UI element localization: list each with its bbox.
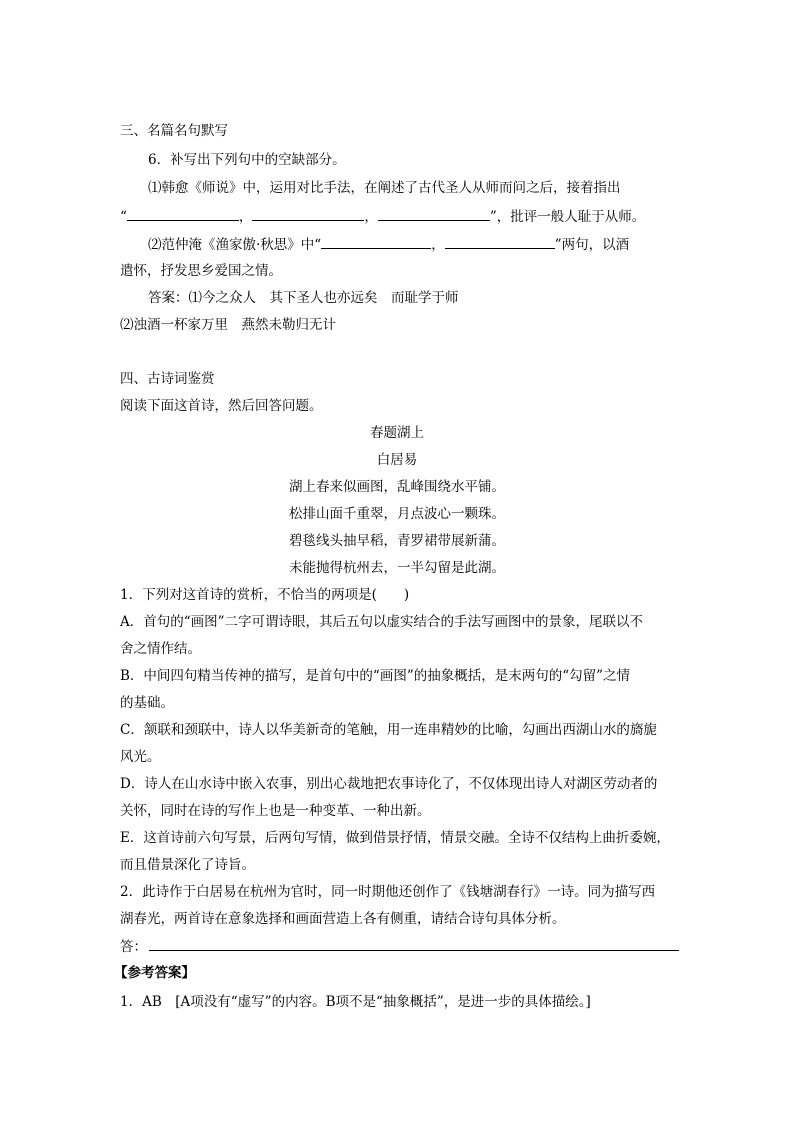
question-6-2-head: ⑵范仲淹《渔家傲·秋思》中“ — [148, 237, 322, 253]
option-c-line-2: 风光。 — [120, 749, 161, 765]
section-4-title: 四、古诗词鉴赏 — [120, 371, 215, 387]
fill-blank-4[interactable] — [321, 234, 431, 249]
reference-answer-1: 1．AB [A项没有“虚写”的内容。B项不是“抽象概括”，是进一步的具体描绘。] — [120, 994, 591, 1010]
section-3-title: 三、名篇名句默写 — [120, 123, 228, 139]
open-quote: “ — [120, 209, 127, 225]
question-6-2-continued: 遣怀，抒发思乡爱国之情。 — [120, 263, 282, 279]
option-b-line-2: 的基础。 — [120, 695, 174, 711]
question-6-1-text: ⑴韩愈《师说》中，运用对比手法，在阐述了古代圣人从师而问之后，接着指出 — [148, 180, 621, 196]
fill-blank-1[interactable] — [127, 206, 239, 221]
fill-blank-2[interactable] — [252, 206, 364, 221]
poem-line: 碧毯线头抽早稻，青罗裙带展新蒲。 — [289, 533, 505, 549]
poem-line: 松排山面千重翠，月点波心一颗珠。 — [289, 506, 505, 522]
question-2-line-1: 2．此诗作于白居易在杭州为官时，同一时期他还创作了《钱塘湖春行》一诗。同为描写西 — [120, 884, 656, 900]
option-e-line-1: E．这首诗前六句写景，后两句写情，做到借景抒情，情景交融。全诗不仅结构上曲折委婉， — [120, 830, 670, 846]
question-1: 1．下列对这首诗的赏析，不恰当的两项是( ) — [120, 587, 410, 603]
poem-line: 湖上春来似画图，乱峰围绕水平铺。 — [289, 479, 505, 495]
question-6-2-tail: ”两句，以酒 — [554, 237, 630, 253]
option-c-line-1: C．颔联和颈联中，诗人以华美新奇的笔触，用一连串精妙的比喻，勾画出西湖山水的旖旎 — [120, 722, 657, 738]
answer-6-2: ⑵浊酒一杯家万里 燕然未勒归无计 — [120, 317, 336, 333]
answer-6-1: 答案：⑴今之众人 其下圣人也亦远矣 而耻学于师 — [148, 290, 459, 306]
poem-author: 白居易 — [376, 452, 418, 468]
answer-row — [120, 936, 679, 957]
option-e-line-2: 而且借景深化了诗旨。 — [120, 857, 255, 873]
question-6-1-tail: ”，批评一般人耻于从师。 — [489, 209, 646, 225]
question-6-2-blanks — [148, 234, 629, 255]
option-d-line-1: D．诗人在山水诗中嵌入农事，别出心裁地把农事诗化了，不仅体现出诗人对湖区劳动者的 — [120, 776, 658, 792]
comma: ， — [364, 209, 378, 225]
reference-answer-title: 【参考答案】 — [114, 965, 195, 981]
fill-blank-3[interactable] — [378, 206, 490, 221]
poem-line: 未能抛得杭州去，一半勾留是此湖。 — [289, 560, 505, 576]
option-b-line-1: B．中间四句精当传神的描写，是首句中的“画图”的抽象概括，是末两句的“勾留”之情 — [120, 668, 631, 684]
option-a-line-2: 舍之情作结。 — [120, 641, 201, 657]
answer-line[interactable] — [149, 936, 679, 951]
answer-label: 答： — [120, 939, 147, 955]
comma: ， — [238, 209, 253, 225]
option-a-line-1: A．首句的“画图”二字可谓诗眼，其后五句以虚实结合的手法写画图中的景象，尾联以不 — [120, 614, 644, 630]
question-6-prompt: 6．补写出下列句中的空缺部分。 — [148, 152, 346, 168]
question-2-line-2: 湖春光，两首诗在意象选择和画面营造上各有侧重，请结合诗句具体分析。 — [120, 911, 566, 927]
question-6-1-blanks — [120, 206, 645, 227]
fill-blank-5[interactable] — [445, 234, 555, 249]
option-d-line-2: 关怀，同时在诗的写作上也是一种变革、一种出新。 — [120, 803, 431, 819]
poem-title: 春题湖上 — [370, 425, 424, 441]
section-4-intro: 阅读下面这首诗，然后回答问题。 — [120, 398, 323, 414]
comma: ， — [431, 237, 445, 253]
